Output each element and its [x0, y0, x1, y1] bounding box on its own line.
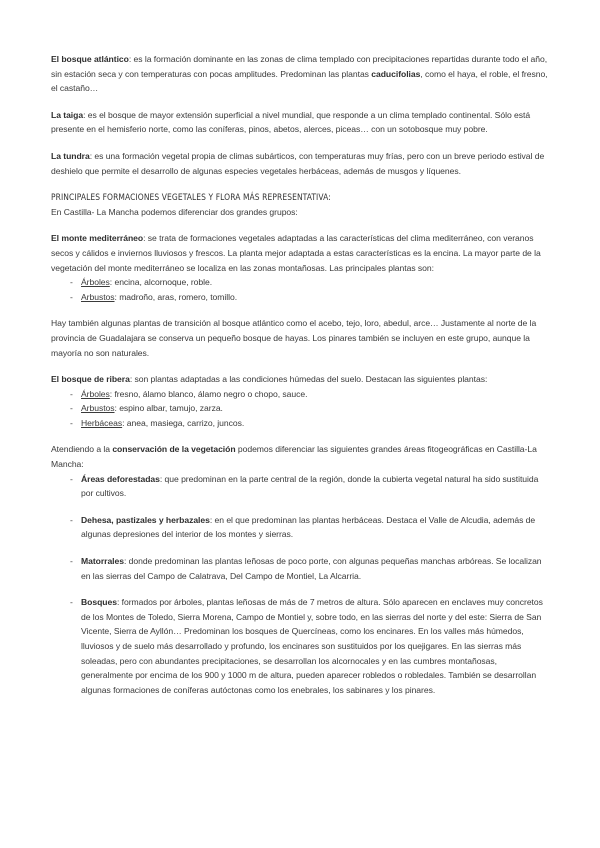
paragraph-tundra: La tundra: es una formación vegetal propia de climas subárticos, con temperaturas muy frías, pero con un breve periodo estival de deshielo que permite el desarrollo de algunas especies vegetales herbáceas, además de musgos y líquenes. [51, 150, 545, 176]
list-item: - Dehesa, pastizales y herbazales: en el que predominan las plantas herbáceas. Destaca el Valle de Alcudia, además de algunas depresiones del interior de los montes y sierras. [70, 514, 536, 540]
paragraph-bosque-ribera: El bosque de ribera: son plantas adaptadas a las condiciones húmedas del suelo. Destacan las siguientes plantas: [51, 374, 488, 385]
list-item: - Arbustos: madroño, aras, romero, tomillo. [70, 291, 238, 302]
paragraph-taiga: La taiga: es el bosque de mayor extensión superficial a nivel mundial, que responde a un clima templado continental. Sólo está presente en el hemisferio norte, como las coníferas, pinos, abetos, alerces, piceas… con un sotobosque muy pobre. [51, 109, 531, 135]
term-bosque-atlantico: El bosque atlántico [51, 54, 129, 64]
paragraph-monte-mediterraneo: El monte mediterráneo: se trata de formaciones vegetales adaptadas a las características del clima mediterráneo, con veranos secos y cálidos e inviernos lluviosos y frescos. La planta mejor adaptada a estas características es la encina. La mayor parte de la vegetación del monte mediterráneo se localiza en las zonas montañosas. Las principales plantas son: [51, 233, 541, 273]
term-bosque-ribera: El bosque de ribera [51, 374, 130, 385]
conservacion-area-list [51, 472, 551, 698]
term-conservacion: conservación de la vegetación [112, 444, 236, 455]
paragraph-bosque-atlantico: El bosque atlántico: es la formación dominante en las zonas de clima templado con precipitaciones repartidas durante todo el año, sin estación seca y con temperaturas con pocas amplitudes. Predominan las plantas caducifolias, como el haya, el roble, el fresno, el castaño… [51, 54, 548, 94]
list-item: - Matorrales: donde predominan las plantas leñosas de poco porte, con algunas pequeñas manchas arbóreas. Se localizan en las sierras del Campo de Calatrava, Del Campo de Montiel, La Alcarria. [70, 556, 542, 581]
list-item: - Árboles: fresno, álamo blanco, álamo negro o chopo, sauce. [70, 388, 308, 399]
paragraph-conservacion: Atendiendo a la conservación de la vegetación podemos diferenciar las siguientes grandes áreas fitogeográficas en Castilla-La Mancha: [51, 444, 537, 470]
document-body [51, 52, 551, 709]
term-monte-mediterraneo: El monte mediterráneo [51, 233, 144, 244]
list-item: - Herbáceas: anea, masiega, carrizo, juncos. [70, 417, 245, 428]
list-item: - Bosques: formados por árboles, plantas leñosas de más de 7 metros de altura. Sólo aparecen en enclaves muy concretos de los Montes de Toledo, Sierra Morena, Campo de Montiel y, sobre todo, en las sierras del norte y del este: Sierra de San Vicente, Sierra de Ayllón… Predominan los bosques de Quercíneas, como los encinares. En los valles más húmedos, lluviosos y de suelo más desarrollado y profundo, los encinares son sustituidos por los quejigares. En las sierras más soleadas, pero con abundantes precipitaciones, se desarrollan los alcornocales y en las cumbres montañosas, generalmente por encima de los 900 y 1000 m de altura, pueden aparecer robledos o robledales. También se desarrollan algunas formaciones de coníferas autóctonas como los enebrales, los sabinares y los pinares. [70, 597, 543, 695]
paragraph-transicion: Hay también algunas plantas de transición al bosque atlántico como el acebo, tejo, loro, abedul, arce… Justamente al norte de la provincia de Guadalajara se conserva un pequeño bosque de hayas. Los pinares también se incluyen en este grupo, aunque la mayoría no son naturales. [51, 318, 537, 358]
list-item: - Áreas deforestadas: que predominan en la parte central de la región, donde la cubierta vegetal natural ha sido sustituida por cultivos. [70, 473, 539, 499]
term-taiga: La taiga [51, 109, 84, 120]
monte-plant-list [51, 275, 551, 304]
list-item: - Arbustos: espino albar, tamujo, zarza. [70, 403, 223, 414]
ribera-plant-list [51, 387, 551, 431]
list-item: - Árboles: encina, alcornoque, roble. [70, 277, 213, 288]
term-tundra: La tundra [51, 150, 90, 161]
section-intro: En Castilla- La Mancha podemos diferenciar dos grandes grupos: [51, 206, 298, 217]
section-heading: PRINCIPALES FORMACIONES VEGETALES Y FLORA MÁS REPRESENTATIVA: [51, 192, 331, 203]
